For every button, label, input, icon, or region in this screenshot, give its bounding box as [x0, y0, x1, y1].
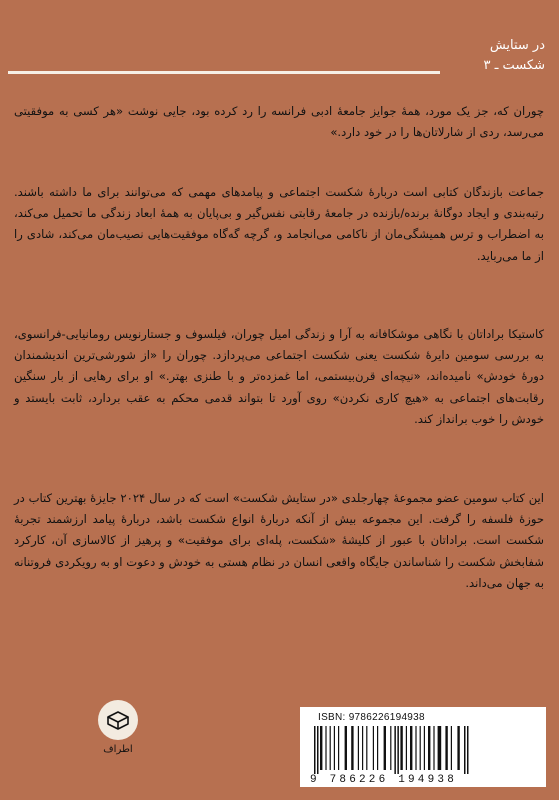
blurb-paragraph-2 — [14, 182, 544, 267]
isbn-label: ISBN: 9786226194938 — [318, 712, 425, 723]
barcode-bar — [457, 726, 459, 770]
barcode-bar — [384, 726, 386, 770]
series-title — [415, 36, 545, 76]
header-rule — [8, 71, 440, 74]
barcode-bar — [420, 726, 421, 770]
paragraph-text: جماعت بازندگان کتابی است دربارهٔ شکست اجتماعی و پیامدهای مهمی که می‌توانند برای ما داشته باشند. رتبه‌بندی و ایجاد دوگانهٔ برنده/بازنده در جامعهٔ رقابتی نفس‌گیر و بی‌پایان به همهٔ ابعاد زندگی ما تحمیل می‌کند، به اضطراب و ترس همیشگی‌مان از ناکامی می‌انجامد و، گرچه گه‌گاه موفقیت‌هایی نصیب‌مان می‌کند، شادی را از ما می‌رباید. — [14, 185, 544, 263]
isbn-barcode — [300, 707, 546, 787]
barcode-bar — [433, 726, 434, 770]
barcode-bar — [345, 726, 347, 770]
barcode-bar — [351, 726, 353, 770]
paragraph-text: چوران که، جز یک مورد، همهٔ جوایز جامعهٔ ادبی فرانسه را رد کرده بود، جایی نوشت «هر کسی به موفقیتی می‌رسد، ردی از شارلاتان‌ها را در خود دارد.» — [14, 104, 544, 140]
barcode-bar — [467, 726, 469, 774]
barcode-bar — [410, 726, 412, 770]
barcode-bar — [445, 726, 447, 770]
blurb-paragraph-4 — [14, 488, 544, 594]
barcode-bar — [362, 726, 363, 770]
publisher-name: اطراف — [103, 744, 133, 755]
barcode-digits: 9 786226 194938 — [310, 774, 458, 786]
paragraph-text: کاستیکا براداتان با نگاهی موشکافانه به آرا و زندگی امیل چوران، فیلسوف و جستارنویس رومانیایی-فرانسوی، به بررسی سومین دایرهٔ شکست یعنی شکست اجتماعی می‌پردازد. چوران را «از شورشی‌ترین اندیشمندان دورهٔ خودش» نامیده‌اند، «نیچه‌ای قرن‌بیستمی، اما غمزده‌تر و با طنزی بهتر.» او برای رهایی از بار سنگین رقابت‌های اجتماعی به «هیچ کاری نکردن» روی آورد تا بتواند قدمی محکم به عقب بردارد، ثابت بایستد و خودش را خوب برانداز کند. — [14, 327, 544, 426]
barcode-bar — [400, 726, 402, 770]
paragraph-text: این کتاب سومین عضو مجموعهٔ چهارجلدی «در ستایش شکست» است که در سال ۲۰۲۴ جایزهٔ بهترین کتاب در حوزهٔ فلسفه را گرفت. این مجموعه بیش از آنکه دربارهٔ انواع شکست باشد، دربارهٔ پیامد ارزشمند تجربهٔ شکست است. براداتان با عبور از کلیشهٔ «شکست، پله‌ای برای موفقیت» و پرهیز از کالاسازی آن، کارکرد شفابخش شکست را شناساندن جایگاه واقعی انسان در نظام هستی به خودش و دعوت او به رویکردی فروتنانه به جهان می‌داند. — [14, 491, 544, 590]
barcode-bar — [415, 726, 416, 770]
barcode-bar — [325, 726, 326, 770]
blurb-paragraph-3 — [14, 324, 544, 430]
barcode-bar — [464, 726, 466, 774]
barcode-bar — [424, 726, 425, 770]
barcode-bar — [330, 726, 331, 770]
barcode-bar — [394, 726, 396, 774]
barcode-bar — [406, 726, 407, 770]
barcode-bar — [314, 726, 316, 774]
barcode-bar — [397, 726, 399, 774]
barcode-bar — [320, 726, 322, 770]
barcode-bar — [317, 726, 319, 774]
series-title-line1: در ستایش — [489, 38, 545, 53]
barcode-bar — [366, 726, 367, 770]
barcode-bar — [334, 726, 335, 770]
barcode-bar — [428, 726, 430, 770]
barcode-bar — [377, 726, 378, 770]
barcode-bar — [390, 726, 391, 770]
series-title-line2: شکست ـ ۳ — [483, 58, 545, 73]
blurb-paragraph-1 — [14, 101, 544, 143]
barcode-bar — [373, 726, 374, 770]
barcode-bar — [438, 726, 442, 770]
barcode-bar — [338, 726, 339, 770]
book-stack-icon — [98, 700, 138, 740]
publisher-logo — [96, 700, 140, 770]
barcode-bar — [358, 726, 359, 770]
barcode-bar — [451, 726, 452, 770]
barcode-bars — [308, 726, 538, 774]
